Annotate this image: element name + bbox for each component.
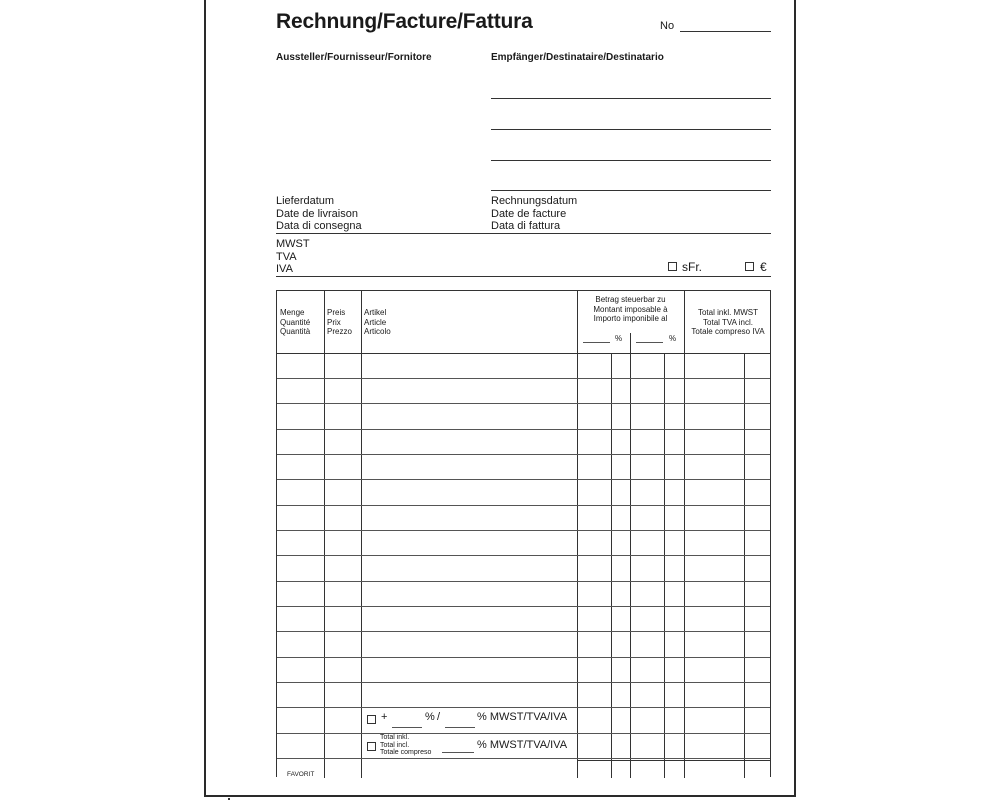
row-line — [277, 403, 770, 404]
row-line — [277, 530, 770, 531]
col-divider-cents-2 — [664, 353, 665, 778]
issuer-label: Aussteller/Fournisseur/Fornitore — [276, 52, 432, 63]
vat-row-sep: / — [437, 711, 441, 723]
pct1-field[interactable] — [583, 342, 610, 343]
vat-divider — [276, 276, 771, 277]
row-line — [277, 454, 770, 455]
col-divider-price — [361, 291, 362, 778]
vat-row-plus: + — [381, 711, 388, 723]
dates-divider — [276, 233, 771, 234]
chf-checkbox[interactable] — [668, 262, 677, 271]
vat-label: MWST TVA IVA — [276, 238, 310, 275]
col-divider-article — [577, 291, 578, 778]
vat-row-pct-b-field[interactable] — [445, 727, 475, 728]
row-line — [277, 429, 770, 430]
brand-label: FAVORIT — [287, 771, 315, 778]
row-line — [277, 581, 770, 582]
header-taxable: Betrag steuerbar zu Montant imposable à Importo imponibile al — [593, 295, 668, 323]
invoice-table — [276, 290, 771, 777]
col-divider-taxable — [684, 291, 685, 778]
pct2-field[interactable] — [636, 342, 663, 343]
invoice-number-field[interactable] — [680, 31, 771, 32]
total-row-checkbox[interactable] — [367, 742, 376, 751]
vat-row-label: % MWST/TVA/IVA — [477, 711, 568, 723]
recipient-line-3[interactable] — [491, 160, 771, 161]
eur-checkbox[interactable] — [745, 262, 754, 271]
row-line — [277, 758, 770, 759]
row-line — [277, 631, 770, 632]
header-price: Preis Prix Prezzo — [327, 308, 352, 336]
recipient-line-4[interactable] — [491, 190, 771, 191]
invoice-number-label: No — [660, 20, 675, 32]
row-line — [277, 479, 770, 480]
eur-label: € — [760, 260, 767, 274]
total-row-pct-field[interactable] — [442, 752, 474, 753]
col-divider-cents-1 — [611, 353, 612, 778]
row-line — [277, 555, 770, 556]
col-divider-cents-3 — [744, 353, 745, 778]
header-quantity: Menge Quantité Quantità — [280, 308, 311, 336]
row-line — [277, 707, 770, 708]
recipient-line-1[interactable] — [491, 98, 771, 99]
pct1-label: % — [615, 334, 623, 343]
invoice-date-label: Rechnungsdatum Date de facture Data di fattura — [491, 195, 578, 232]
header-article: Artikel Article Articolo — [364, 308, 391, 336]
delivery-date-label: Lieferdatum Date de livraison Data di consegna — [276, 195, 362, 232]
header-total: Total inkl. MWST Total TVA incl. Totale compreso IVA — [691, 308, 765, 336]
recipient-label: Empfänger/Destinataire/Destinatario — [491, 52, 664, 63]
vat-row-checkbox[interactable] — [367, 715, 376, 724]
row-line — [277, 378, 770, 379]
total-double-line — [577, 760, 770, 761]
recipient-line-2[interactable] — [491, 129, 771, 130]
chf-label: sFr. — [682, 260, 702, 274]
pct2-label: % — [669, 334, 677, 343]
row-line — [277, 657, 770, 658]
total-row-lines: Total inkl. Total incl. Totale compreso — [380, 734, 432, 756]
row-line — [277, 505, 770, 506]
page-title: Rechnung/Facture/Fattura — [276, 10, 533, 33]
vat-row-pct-a: % — [425, 711, 435, 723]
row-line — [277, 606, 770, 607]
header-divider — [277, 353, 770, 354]
row-line — [277, 682, 770, 683]
total-row-label: % MWST/TVA/IVA — [477, 739, 568, 751]
row-line — [277, 733, 770, 734]
vat-row-pct-a-field[interactable] — [392, 727, 422, 728]
col-divider-qty — [324, 291, 325, 778]
